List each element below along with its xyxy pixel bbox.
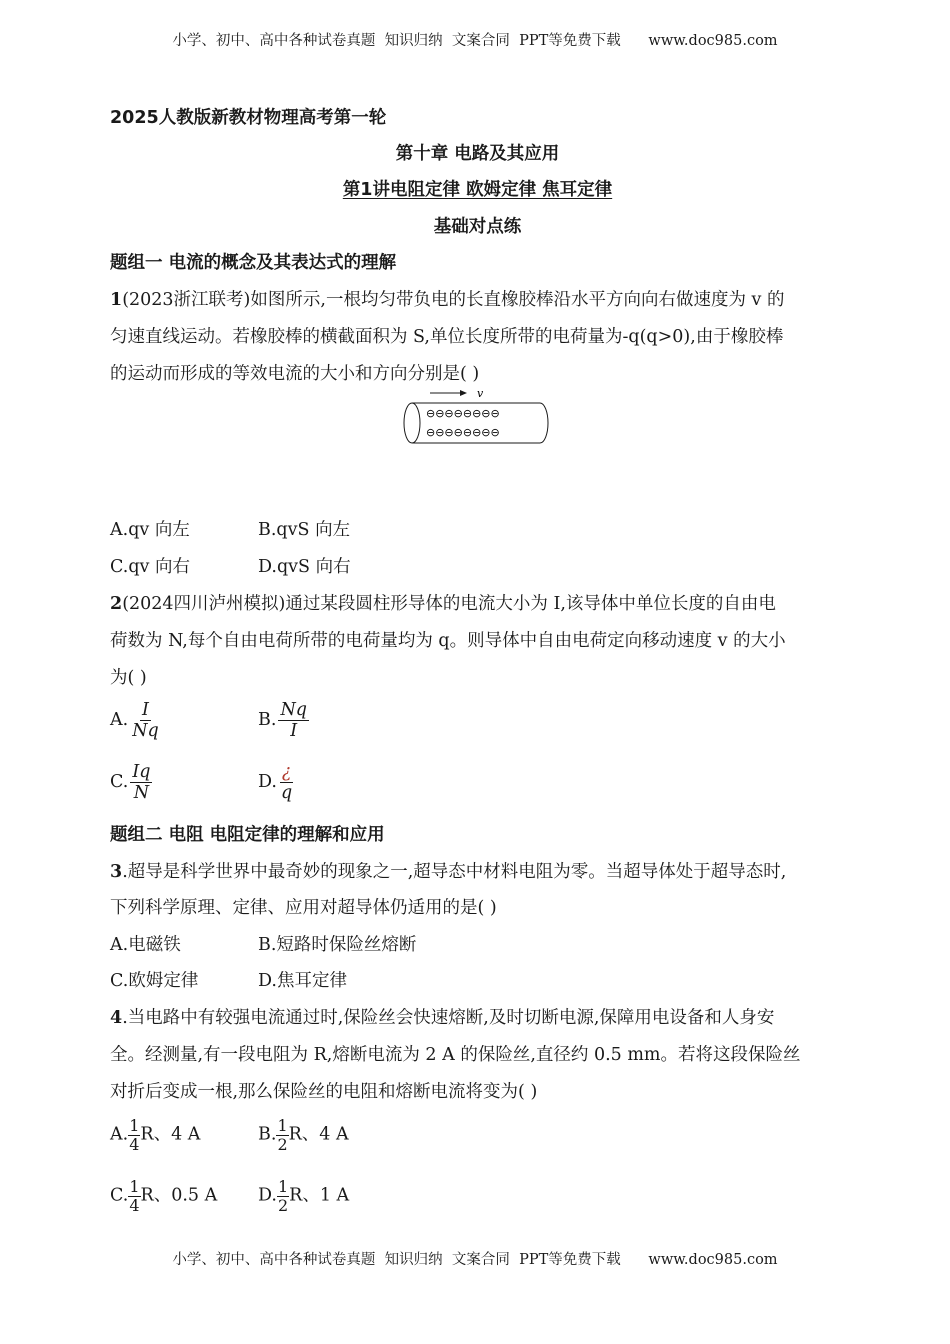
page-footer: 小学、初中、高中各种试卷真题 知识归纳 文案合同 PPT等免费下载 www.doc985.com <box>172 1252 778 1268</box>
fraction-denominator: I <box>290 721 298 742</box>
q2-option-b-fraction <box>278 700 309 741</box>
q4-option-c[interactable] <box>110 1178 217 1214</box>
fraction-denominator: q <box>280 783 293 804</box>
q3-text-1: .超导是科学世界中最奇妙的现象之一,超导态中材料电阻为零。当超导体处于超导态时, <box>122 862 787 882</box>
q4-option-d[interactable] <box>258 1178 349 1214</box>
q2-option-c-fraction <box>130 762 152 803</box>
q4-text-1: .当电路中有较强电流通过时,保险丝会快速熔断,及时切断电源,保障用电设备和人身安 <box>122 1008 775 1028</box>
group1-title: 题组一 电流的概念及其表达式的理解 <box>110 253 397 273</box>
lecture-title-text: 第1讲电阻定律 欧姆定律 焦耳定律 <box>342 180 613 200</box>
q3-number: 3 <box>110 862 123 882</box>
fraction-numerator: 1 <box>277 1116 288 1135</box>
q2-option-c-label: C. <box>110 772 129 793</box>
q2-option-d[interactable] <box>258 762 296 803</box>
q4-option-a[interactable] <box>110 1117 200 1153</box>
q2-source: (2024四川泸州模拟) <box>122 594 286 614</box>
q2-option-a[interactable] <box>110 700 163 741</box>
page-header: 小学、初中、高中各种试卷真题 知识归纳 文案合同 PPT等免费下载 www.doc985.com <box>172 33 778 49</box>
group2-title: 题组二 电阻 电阻定律的理解和应用 <box>110 825 385 845</box>
fraction-denominator: 4 <box>129 1134 140 1154</box>
charges-row-1: ⊖⊖⊖⊖⊖⊖⊖⊖ <box>426 407 500 420</box>
velocity-arrowhead <box>460 390 467 396</box>
q4-number: 4 <box>110 1008 123 1028</box>
q4-option-c-label: C. <box>110 1185 129 1206</box>
q3-line1 <box>110 858 786 883</box>
q4-option-d-fraction <box>277 1178 289 1214</box>
q1-line3: 的运动而形成的等效电流的大小和方向分别是( ) <box>110 364 480 384</box>
q2-text-1: 通过某段圆柱形导体的电流大小为 I,该导体中单位长度的自由电 <box>285 594 776 614</box>
fraction-numerator: Iq <box>132 762 151 782</box>
q1-text-1: 如图所示,一根均匀带负电的长直橡胶棒沿水平方向向右做速度为 v 的 <box>250 290 785 310</box>
q4-option-b-label: B. <box>258 1124 277 1145</box>
fraction-numerator: Nq <box>280 700 307 720</box>
q3-option-d[interactable]: D.焦耳定律 <box>258 971 347 991</box>
fraction-numerator: 1 <box>277 1177 289 1196</box>
q1-option-d[interactable]: D.qvS 向右 <box>258 557 351 577</box>
q3-line2: 下列科学原理、定律、应用对超导体仍适用的是( ) <box>110 898 497 918</box>
q1-number: 1 <box>110 290 123 310</box>
q4-option-c-fraction <box>128 1178 140 1214</box>
q2-option-a-label: A. <box>110 710 129 731</box>
q2-number: 2 <box>110 594 123 614</box>
q2-option-d-label: D. <box>258 772 277 793</box>
q3-option-b[interactable]: B.短路时保险丝熔断 <box>258 935 417 955</box>
fraction-denominator: 4 <box>129 1195 140 1215</box>
q4-option-b-rest: R、4 A <box>288 1124 349 1145</box>
q2-line1 <box>110 590 776 615</box>
q1-line2: 匀速直线运动。若橡胶棒的横截面积为 S,单位长度所带的电荷量为-q(q>0),由于橡胶棒 <box>110 327 784 347</box>
q2-line3: 为( ) <box>110 668 147 688</box>
q4-line1 <box>110 1004 774 1029</box>
charges-row-2: ⊖⊖⊖⊖⊖⊖⊖⊖ <box>426 426 500 439</box>
chapter-title: 第十章 电路及其应用 <box>395 144 560 164</box>
q2-option-b[interactable] <box>258 700 311 741</box>
fraction-denominator: 2 <box>277 1195 289 1215</box>
charged-rod-figure <box>400 387 560 454</box>
q4-option-c-rest: R、0.5 A <box>140 1185 218 1206</box>
series-title: 2025人教版新教材物理高考第一轮 <box>110 108 387 128</box>
q4-option-a-rest: R、4 A <box>140 1124 201 1145</box>
q3-option-c[interactable]: C.欧姆定律 <box>110 971 199 991</box>
fraction-denominator: 2 <box>277 1134 288 1154</box>
velocity-label: v <box>477 387 484 400</box>
q4-option-b[interactable] <box>258 1117 349 1153</box>
q4-option-d-rest: R、1 A <box>289 1185 350 1206</box>
q1-option-b[interactable]: B.qvS 向左 <box>258 520 351 540</box>
q1-line1 <box>110 286 784 311</box>
fraction-numerator: ¿ <box>281 762 292 782</box>
rod-end <box>404 403 420 443</box>
fraction-denominator: N <box>133 783 150 804</box>
q4-option-a-fraction <box>128 1117 140 1153</box>
lecture-title <box>110 176 845 201</box>
section-title: 基础对点练 <box>433 217 522 237</box>
q4-option-b-fraction <box>276 1117 288 1153</box>
q2-option-d-fraction <box>279 762 294 803</box>
q4-line2: 全。经测量,有一段电阻为 R,熔断电流为 2 A 的保险丝,直径约 0.5 mm。若将这段保险丝 <box>110 1045 801 1065</box>
q4-option-a-label: A. <box>110 1124 129 1145</box>
q4-line3: 对折后变成一根,那么保险丝的电阻和熔断电流将变为( ) <box>110 1082 538 1102</box>
fraction-numerator: I <box>142 700 149 720</box>
q1-source: (2023浙江联考) <box>122 290 251 310</box>
q3-option-a[interactable]: A.电磁铁 <box>110 935 181 955</box>
rod-diagram <box>400 387 560 449</box>
q2-option-b-label: B. <box>258 710 277 731</box>
fraction-numerator: 1 <box>129 1177 140 1196</box>
q1-option-a[interactable]: A.qv 向左 <box>110 520 190 540</box>
fraction-numerator: 1 <box>129 1116 140 1135</box>
q2-line2: 荷数为 N,每个自由电荷所带的电荷量均为 q。则导体中自由电荷定向移动速度 v 的大小 <box>110 631 786 651</box>
q2-option-c[interactable] <box>110 762 154 803</box>
fraction-denominator: Nq <box>132 721 159 742</box>
q1-option-c[interactable]: C.qv 向右 <box>110 557 190 577</box>
q2-option-a-fraction <box>130 700 161 741</box>
q4-option-d-label: D. <box>258 1185 277 1206</box>
